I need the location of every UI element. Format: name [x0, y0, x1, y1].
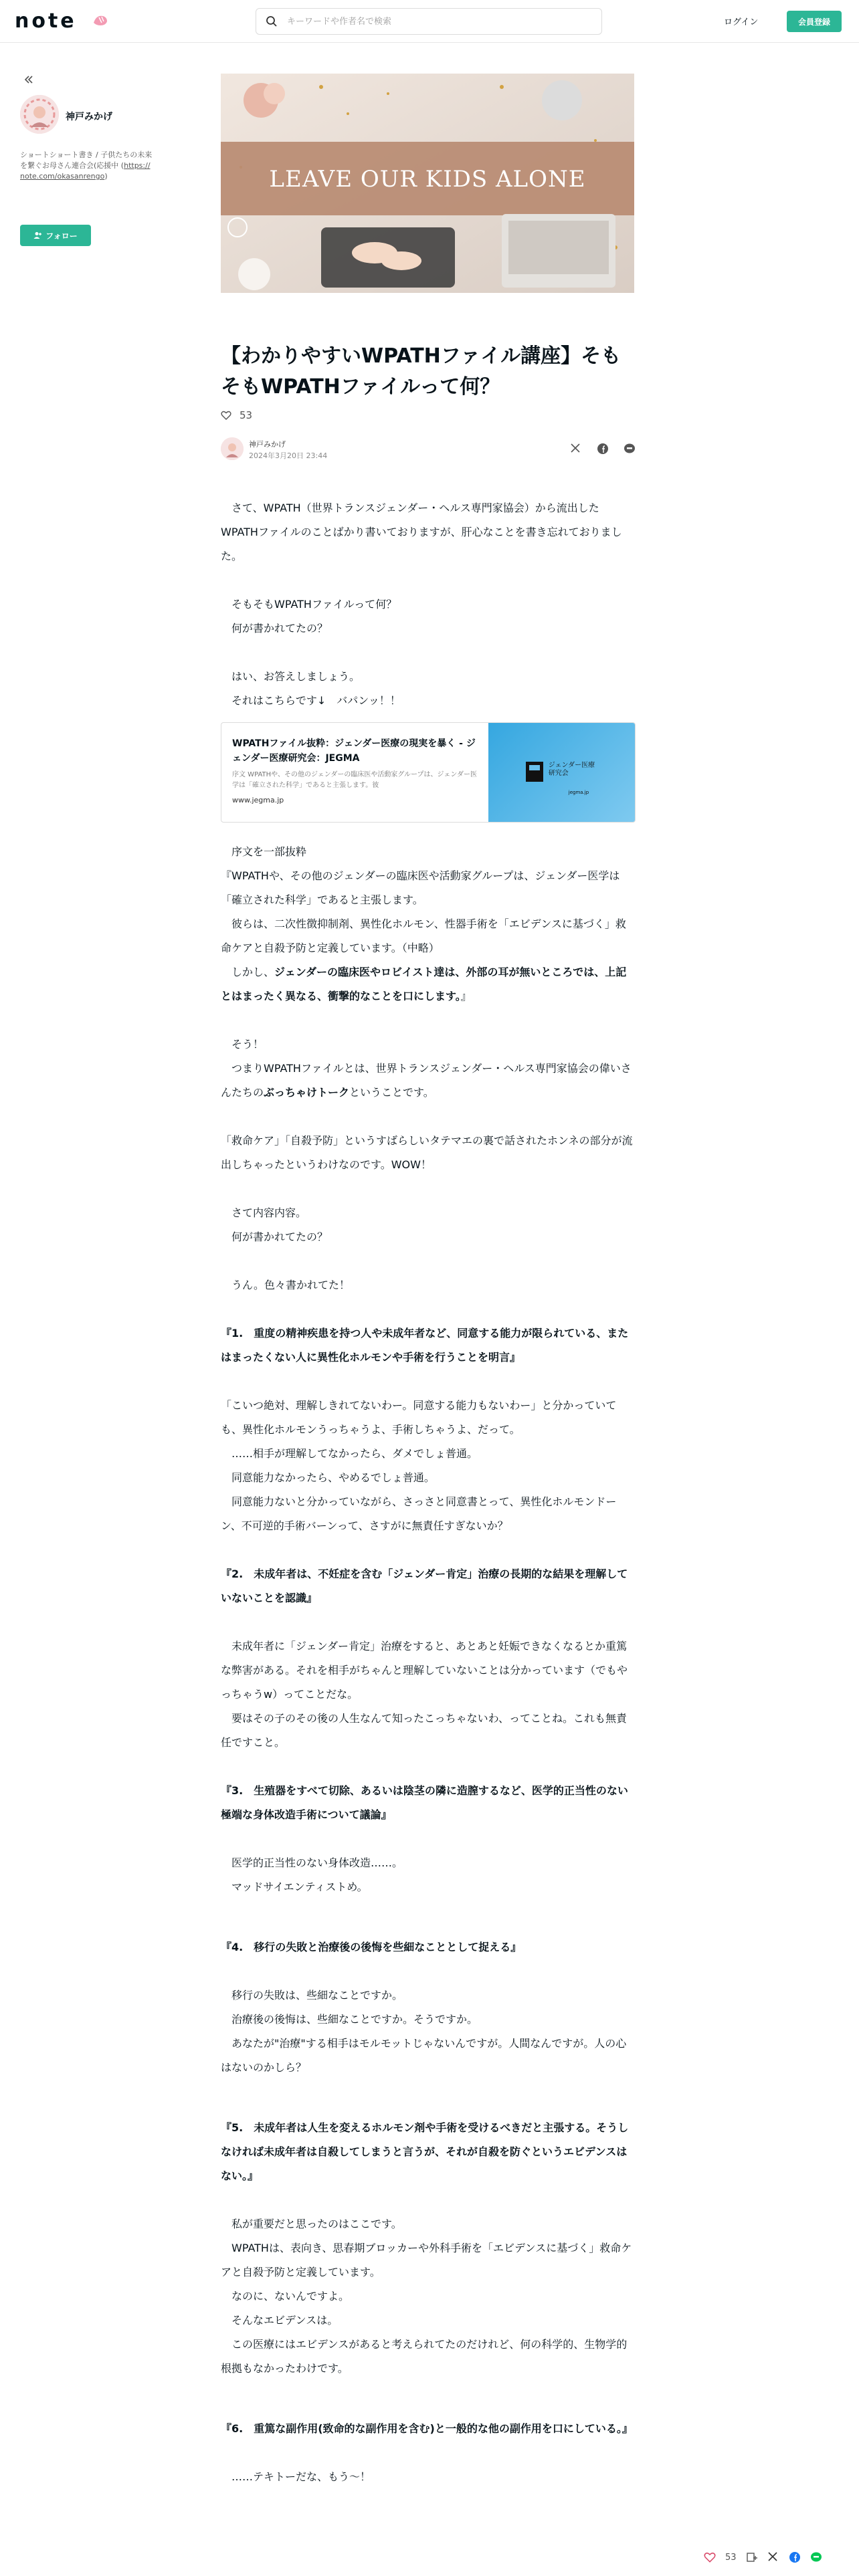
paragraph: あなたが"治療"する相手はモルモットじゃないんですが。人間なんですが。人の心はないのかしら？	[221, 2037, 627, 2074]
search-icon	[266, 15, 278, 27]
paragraph: 彼らは、二次性徴抑制剤、異性化ホルモン、性器手術を「エビデンスに基づく」救命ケアと自殺予防と定義しています。（中略）	[221, 918, 626, 954]
paragraph: 何が書かれてたの？	[221, 622, 328, 635]
add-user-icon	[33, 231, 41, 239]
follow-label: フォロー	[45, 231, 78, 241]
login-link[interactable]: ログイン	[724, 17, 759, 27]
paragraph	[221, 960, 636, 1008]
paragraph: WPATHは、表向き、思春期ブロッカーや外科手術を「エビデンスに基づく」救命ケアと自殺予防と定義しています。	[221, 2242, 632, 2278]
avatar-small-icon	[221, 437, 244, 460]
embed-thumb-sub: jegma.jp	[568, 790, 589, 795]
paragraph	[221, 1057, 636, 1105]
paragraph-heading	[221, 1779, 636, 1827]
collapse-sidebar-icon[interactable]	[23, 74, 35, 86]
facebook-share-icon[interactable]	[789, 2551, 801, 2563]
paragraph: それはこちらです↓ バパンッ！！	[221, 694, 401, 707]
paragraph: ……テキトーだな、もう～！	[221, 2470, 371, 2483]
like-count: 53	[240, 409, 253, 421]
search-input[interactable]	[287, 17, 601, 27]
embed-text	[221, 723, 488, 822]
paragraph-heading	[221, 1321, 636, 1370]
paragraph: この医療にはエビデンスがあると考えられてたのだけれど、何の科学的、生物学的根拠もなかったわけです。	[221, 2338, 628, 2375]
hero-image	[221, 74, 634, 293]
paragraph: うん。色々書かれてた！	[221, 1279, 350, 1291]
site-header	[0, 0, 859, 43]
article-author-name[interactable]: 神戸みかげ	[249, 440, 286, 449]
hero-banner-text: LEAVE OUR KIDS ALONE	[269, 166, 586, 193]
paragraph: はい、お答えしましょう。	[221, 670, 361, 683]
avatar-illustration-icon	[20, 95, 59, 134]
bio-text: ショートショート書き / 子供たちの未来を繋ぐお母さん連合会(応援中 (	[20, 150, 153, 170]
bio-link[interactable]: https://note.com/okasanrengo	[20, 161, 151, 181]
paragraph-heading	[221, 2116, 636, 2188]
line-share-icon[interactable]	[810, 2551, 822, 2563]
text-span: しかし、	[221, 966, 275, 978]
bold-span: 『6. 重篤な副作用(致命的な副作用を含む)と一般的な他の副作用を口にしている。』	[221, 2422, 633, 2435]
paragraph: そんなエビデンスは。	[221, 2314, 339, 2327]
sidebar-bio	[20, 150, 154, 182]
article-date: 2024年3月20日 23:44	[249, 451, 328, 460]
paragraph: 何が書かれてたの？	[221, 1230, 328, 1243]
bold-span: ぶっちゃけトーク	[264, 1086, 350, 1099]
line-share-icon[interactable]	[624, 443, 636, 455]
paragraph: 移行の失敗は、些細なことですか。	[221, 1989, 403, 2002]
note-logo-mark-icon	[92, 13, 108, 28]
paragraph: 要はその子のその後の人生なんて知ったこっちゃないわ、ってことね。これも無責任ですこと。	[221, 1712, 628, 1749]
paragraph: なのに、ないんですよ。	[221, 2290, 350, 2302]
facebook-share-icon[interactable]	[597, 443, 609, 455]
embed-title: WPATHファイル抜粋：ジェンダー医療の現実を暴く - ジェンダー医療研究会：JEGMA	[232, 738, 476, 764]
embed-thumbnail	[488, 723, 635, 823]
bottom-like-count: 53	[725, 2552, 737, 2563]
paragraph: 「救命ケア」「自殺予防」というすばらしいタテマエの裏で話されたホンネの部分が流出しちゃったというわけなのです。WOW！	[221, 1134, 633, 1171]
paragraph: 同意能力ないと分かっていながら、さっさと同意書とって、異性化ホルモンドーン、不可逆的手術バーンって、さすがに無責任すぎないか？	[221, 1495, 617, 1532]
signup-button[interactable]: 会員登録	[787, 11, 842, 32]
heart-icon[interactable]	[221, 410, 231, 421]
bold-span: 『1. 重度の精神疾患を持つ人や未成年者など、同意する能力が限られている、またはまったくない人に異性化ホルモンや手術を行うことを明言』	[221, 1327, 629, 1364]
paragraph: 私が重要だと思ったのはここです。	[221, 2218, 402, 2230]
heart-icon[interactable]	[704, 2551, 716, 2563]
paragraph: 『WPATHや、その他のジェンダーの臨床医や活動家グループは、ジェンダー医学は「確立された科学」であると主張します。	[221, 869, 620, 906]
magazine-add-icon[interactable]	[746, 2551, 758, 2563]
text-span: つまりWPATHファイルとは、世界トランスジェンダー・ヘルス専門家協会の偉いさんたちの	[221, 1062, 632, 1099]
paragraph: ……相手が理解してなかったら、ダメでしょ普通。	[221, 1447, 478, 1460]
note-logo[interactable]: note	[15, 9, 77, 33]
search-box[interactable]	[256, 8, 602, 35]
paragraph: 医学的正当性のない身体改造……。	[221, 1856, 403, 1869]
paragraph: 未成年者に「ジェンダー肯定」治療をすると、あとあと妊娠できなくなるとか重篤な弊害がある。それを相手がちゃんと理解していないことは分かっています（でもやっちゃうw）ってことだな。	[221, 1640, 628, 1701]
share-icons	[570, 443, 636, 455]
paragraph: 「こいつ絶対、理解しきれてないわー。同意する能力もないわー」と分かっていても、異性化ホルモンうっちゃうよ、手術しちゃうよ、だって。	[221, 1399, 617, 1436]
bio-close: )	[104, 172, 108, 181]
embed-description: 序文 WPATHや、その他のジェンダーの臨床医や活動家グループは、ジェンダー医学は「確立された科学」であると主張します。彼	[232, 771, 477, 789]
bold-span: 『3. 生殖器をすべて切除、あるいは陰茎の隣に造膣するなど、医学的正当性のない極端な身体改造手術について議論』	[221, 1784, 628, 1821]
like-row[interactable]	[221, 409, 252, 421]
article-author-avatar[interactable]	[221, 437, 244, 460]
floating-action-bar	[704, 2545, 859, 2569]
x-share-icon[interactable]	[570, 443, 582, 455]
embed-domain: www.jegma.jp	[232, 796, 284, 804]
author-row	[221, 437, 636, 461]
paragraph: 治療後の後悔は、些細なことですか。そうですか。	[221, 2013, 478, 2026]
paragraph-heading	[221, 2417, 636, 2441]
follow-button[interactable]	[20, 225, 91, 246]
bold-span: 『2. 未成年者は、不妊症を含む「ジェンダー肯定」治療の長期的な結果を理解していないことを認識』	[221, 1568, 628, 1604]
text-span: ということです。	[349, 1086, 434, 1099]
paragraph: そう！	[221, 1038, 264, 1051]
paragraph: そもそもWPATHファイルって何？	[221, 598, 397, 611]
embed-thumb-text: ジェンダー医療研究会	[548, 762, 595, 777]
paragraph-heading	[221, 1562, 636, 1610]
bold-span: 『4. 移行の失敗と治療後の後悔を些細なこととして捉える』	[221, 1941, 522, 1953]
sidebar-author-name[interactable]: 神戸みかげ	[66, 112, 112, 122]
paragraph: 序文を一部抜粋	[221, 845, 307, 858]
text-span: 』	[460, 990, 472, 1002]
paragraph: 同意能力なかったら、やめるでしょ普通。	[221, 1471, 435, 1484]
paragraph: さて、WPATH（世界トランスジェンダー・ヘルス専門家協会）から流出したWPATHファイルのことばかり書いておりますが、肝心なことを書き忘れておりました。	[221, 502, 622, 562]
bold-span: ジェンダーの臨床医やロビイスト達は、外部の耳が無いところでは、上記とはまったく異なる、衝撃的なことを口にします。	[221, 966, 627, 1002]
x-share-icon[interactable]	[767, 2551, 779, 2563]
article-body	[221, 496, 636, 2489]
article-title: 【わかりやすいWPATHファイル講座】そもそもWPATHファイルって何？	[221, 344, 622, 399]
author-avatar[interactable]	[20, 95, 59, 134]
paragraph-heading	[221, 1935, 636, 1959]
paragraph: マッドサイエンティストめ。	[221, 1881, 368, 1893]
paragraph: さて内容内容。	[221, 1206, 307, 1219]
bold-span: 『5. 未成年者は人生を変えるホルモン剤や手術を受けるべきだと主張する。そうしなければ未成年者は自殺してしまうと言うが、それが自殺を防ぐというエビデンスはない。』	[221, 2121, 629, 2182]
link-embed-card[interactable]	[221, 722, 636, 823]
